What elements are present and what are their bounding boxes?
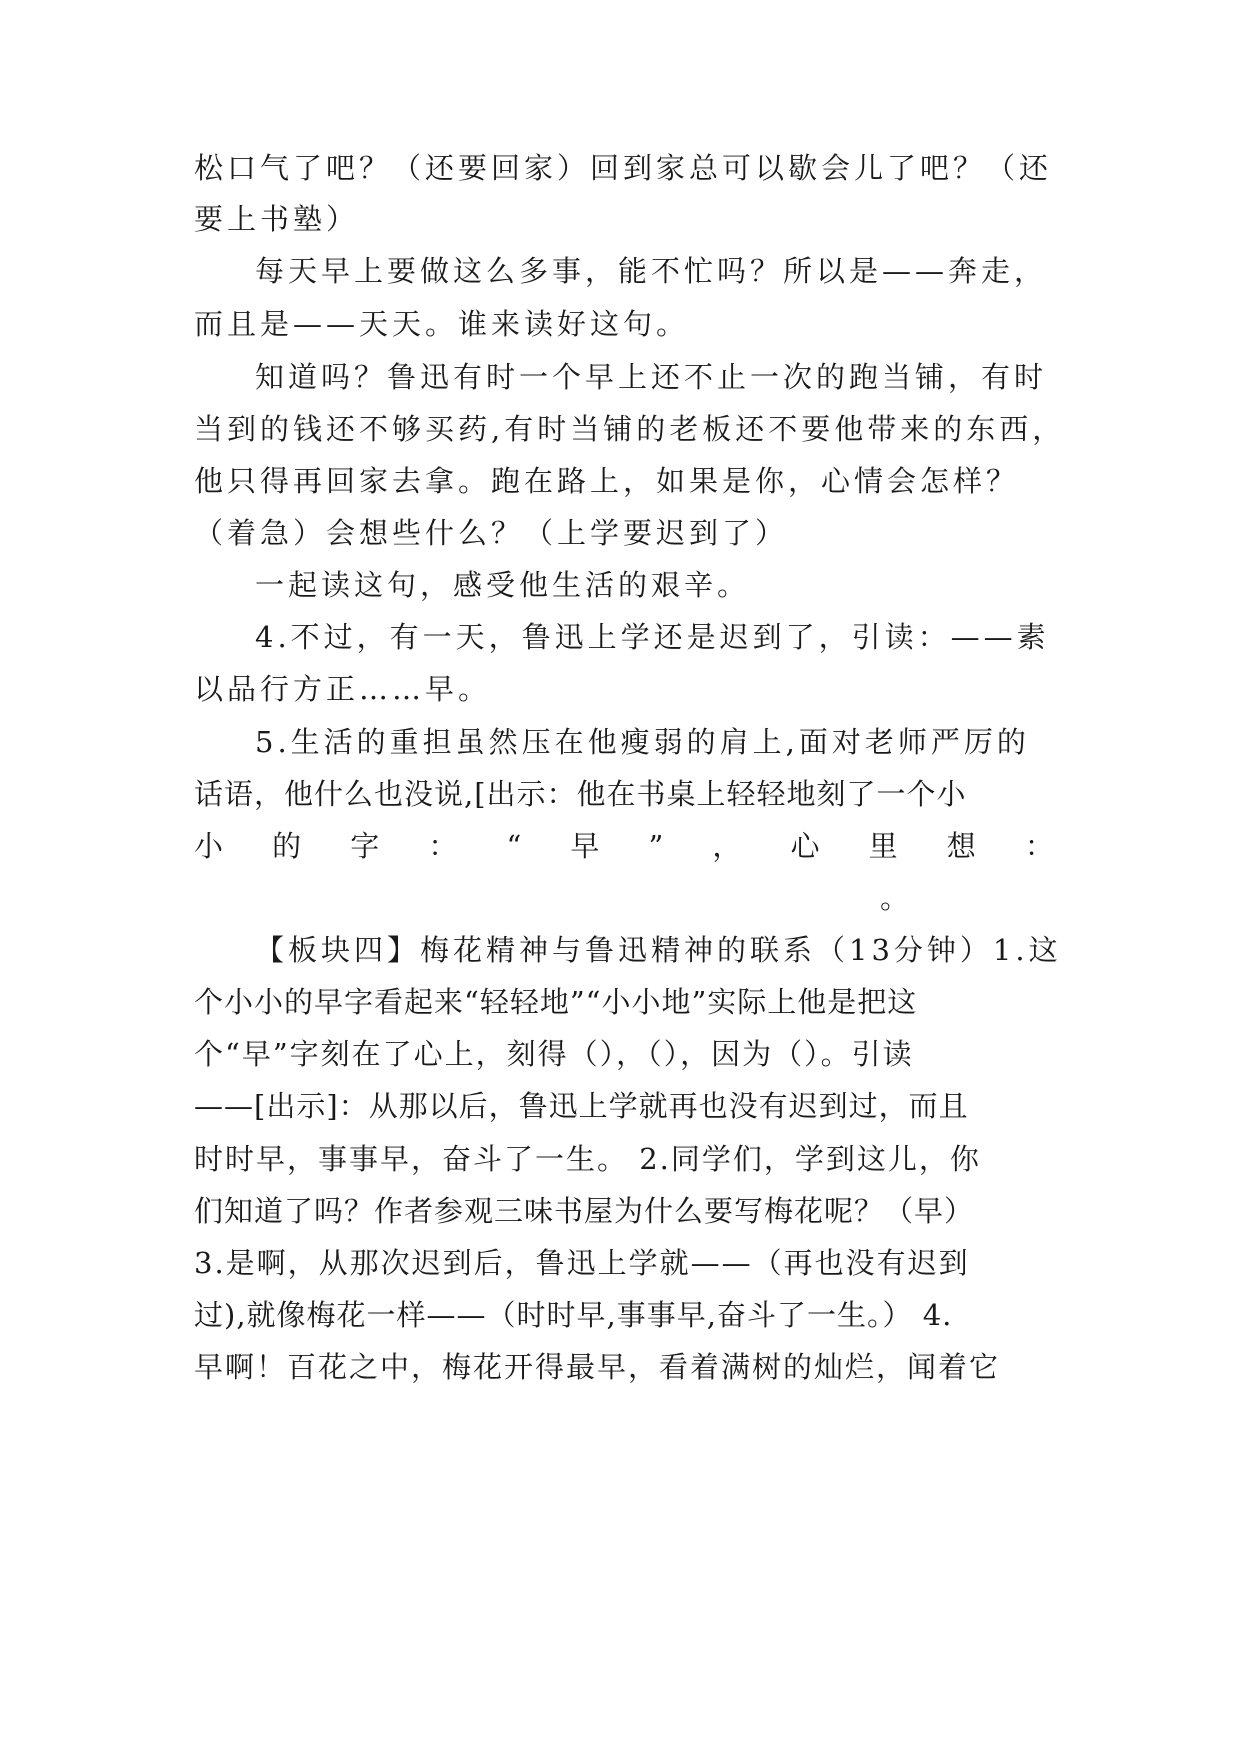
text-line: 个小小的早字看起来“轻轻地”“小小地”实际上他是把这: [194, 985, 918, 1019]
text-line: 话语，他什么也没说,[出示：他在书桌上轻轻地刻了一个小: [194, 777, 967, 811]
spread-text-line: [194, 828, 1054, 864]
text-line: 们知道了吗？作者参观三味书屋为什么要写梅花呢？（早）: [194, 1194, 975, 1228]
spread-char: ：: [1024, 829, 1054, 863]
spread-char: ：: [428, 829, 458, 863]
text-line: 时时早，事事早，奋斗了一生。 2.同学们，学到这儿，你: [194, 1142, 981, 1176]
text-line: ——[出示]：从那以后，鲁迅上学就再也没有迟到过，而且: [194, 1089, 969, 1123]
spread-char: ”: [648, 829, 664, 863]
paragraph-start: 每天早上要做这么多事，能不忙吗？所以是——奔走，: [255, 254, 1048, 288]
spread-char: 的: [272, 829, 302, 863]
text-line: 他只得再回家去拿。跑在路上，如果是你，心情会怎样？: [194, 464, 1020, 498]
text-line: 3.是啊，从那次迟到后，鲁迅上学就——（再也没有迟到: [194, 1246, 970, 1280]
section-heading-line: 【板块四】梅花精神与鲁迅精神的联系（13分钟）1.这: [255, 933, 1062, 967]
spread-char: 早: [570, 829, 600, 863]
text-line: 过),就像梅花一样——（时时早,事事早,奋斗了一生。） 4.: [194, 1298, 953, 1332]
text-line: 当到的钱还不够买药,有时当铺的老板还不要他带来的东西，: [194, 412, 1066, 446]
paragraph-start: 一起读这句，感受他生活的艰辛。: [255, 568, 751, 602]
text-line: 个“早”字刻在了心上，刻得（），（），因为（）。引读: [194, 1037, 914, 1071]
spread-char: 小: [194, 829, 224, 863]
trailing-period: 。: [880, 881, 914, 915]
spread-char: ，: [712, 829, 742, 863]
spread-char: 字: [350, 829, 380, 863]
paragraph-start: 知道吗？鲁迅有时一个早上还不止一次的跑当铺，有时: [255, 360, 1048, 394]
text-line: 以品行方正……早。: [194, 672, 492, 706]
text-line: 而且是——天天。谁来读好这句。: [194, 307, 690, 341]
spread-char: 心: [790, 829, 820, 863]
spread-char: 里: [868, 829, 898, 863]
text-line: 要上书塾）: [194, 202, 360, 236]
paragraph-start: 4.不过，有一天，鲁迅上学还是迟到了，引读：——素: [255, 620, 1050, 654]
paragraph-start: 5.生活的重担虽然压在他瘦弱的肩上,面对老师严厉的: [255, 725, 1030, 759]
spread-char: 想: [946, 829, 976, 863]
text-line: 早啊！百花之中，梅花开得最早，看着满树的灿烂，闻着它: [194, 1350, 1001, 1384]
text-line: 松口气了吧？（还要回家）回到家总可以歇会儿了吧？（还: [194, 151, 1053, 185]
spread-char: “: [506, 829, 522, 863]
text-line: （着急）会想些什么？（上学要迟到了）: [194, 516, 789, 550]
